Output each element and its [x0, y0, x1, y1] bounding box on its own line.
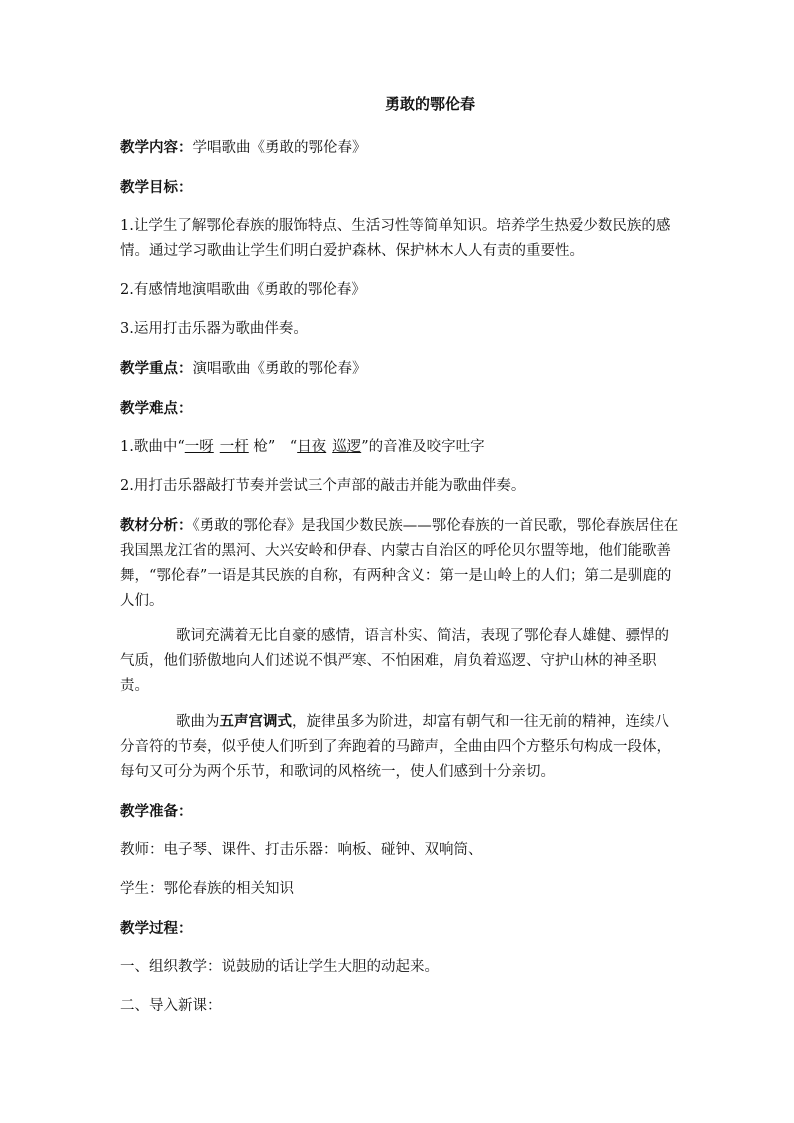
goal-item-3: 3.运用打击乐器为歌曲伴奏。 [120, 321, 308, 337]
goal-item-2: 2.有感情地演唱歌曲《勇敢的鄂伦春》 [120, 282, 366, 298]
analysis-paragraph-3 [120, 709, 680, 785]
preparation-label: 教学准备： [120, 803, 193, 820]
analysis-text-1: 《勇敢的鄂伦春》是我国少数民族——鄂伦春族的一首民歌，鄂伦春族居住在我国黑龙江省的黑河、大兴安岭和伊春、内蒙古自治区的呼伦贝尔盟等地，他们能歌善舞，“鄂伦春”一语是其民族的自称，有两种含义：第一是山岭上的人们；第二是驯鹿的人们。 [120, 518, 679, 609]
goal-item-1: 1.让学生了解鄂伦春族的服饰特点、生活习性等简单知识。培养学生热爱少数民族的感情。通过学习歌曲让学生们明白爱护森林、保护林木人人有责的重要性。 [120, 218, 671, 259]
process-label: 教学过程： [120, 920, 193, 937]
difficulty-item-2: 2.用打击乐器敲打节奏并尝试三个声部的敲击并能为歌曲伴奏。 [120, 478, 526, 494]
process-step-1: 一、组织教学：说鼓励的话让学生大胆的动起来。 [120, 959, 439, 975]
difficulty-item-1-suffix: ”的音准及咬字吐字 [361, 439, 485, 455]
lyric-underlined-4: 巡逻 [332, 439, 362, 455]
lyric-underlined-3: 日夜 [297, 439, 327, 455]
difficulty-item-1-prefix: 1.歌曲中“ [120, 439, 185, 455]
teaching-content-text: 学唱歌曲《勇敢的鄂伦春》 [192, 140, 367, 156]
difficulty-item-1 [120, 435, 680, 460]
teaching-content-label: 教学内容： [120, 139, 193, 156]
lyric-underlined-2: 一杆 [219, 439, 249, 455]
analysis-text-3a: 歌曲为 [176, 714, 220, 730]
analysis-text-3-bold: 五声宫调式 [219, 713, 292, 730]
document-page [120, 92, 680, 1033]
analysis-paragraph-1 [120, 513, 680, 614]
lyric-underlined-1: 一呀 [184, 439, 214, 455]
analysis-text-3b: ，旋律虽多为阶进，却富有朝气和一往无前的精神，连续八分音符的节奏，似乎使人们听到了奔跑着的马蹄声，全曲由四个方整乐句构成一段体，每句又可分为两个乐节，和歌词的风格统一，使人们感到十分亲切。 [120, 714, 671, 780]
process-step-2: 二、导入新课： [120, 998, 222, 1014]
difficulty-item-1-mid: 枪” “ [248, 439, 298, 455]
teaching-content [120, 135, 680, 161]
preparation-student: 学生：鄂伦春族的相关知识 [120, 881, 294, 897]
teaching-goals-label: 教学目标： [120, 179, 193, 196]
key-point [120, 356, 680, 382]
key-point-label: 教学重点： [120, 360, 193, 377]
analysis-label: 教材分析： [120, 517, 193, 534]
difficulty-label: 教学难点： [120, 400, 193, 417]
analysis-paragraph-2: 歌词充满着无比自豪的感情，语言朴实、简洁，表现了鄂伦春人雄健、骠悍的气质，他们骄傲地向人们述说不惧严寒、不怕困难，肩负着巡逻、守护山林的神圣职责。 [120, 628, 669, 694]
key-point-text: 演唱歌曲《勇敢的鄂伦春》 [192, 361, 367, 377]
document-title: 勇敢的鄂伦春 [384, 95, 475, 113]
preparation-teacher: 教师：电子琴、课件、打击乐器：响板、碰钟、双响筒、 [120, 842, 483, 858]
